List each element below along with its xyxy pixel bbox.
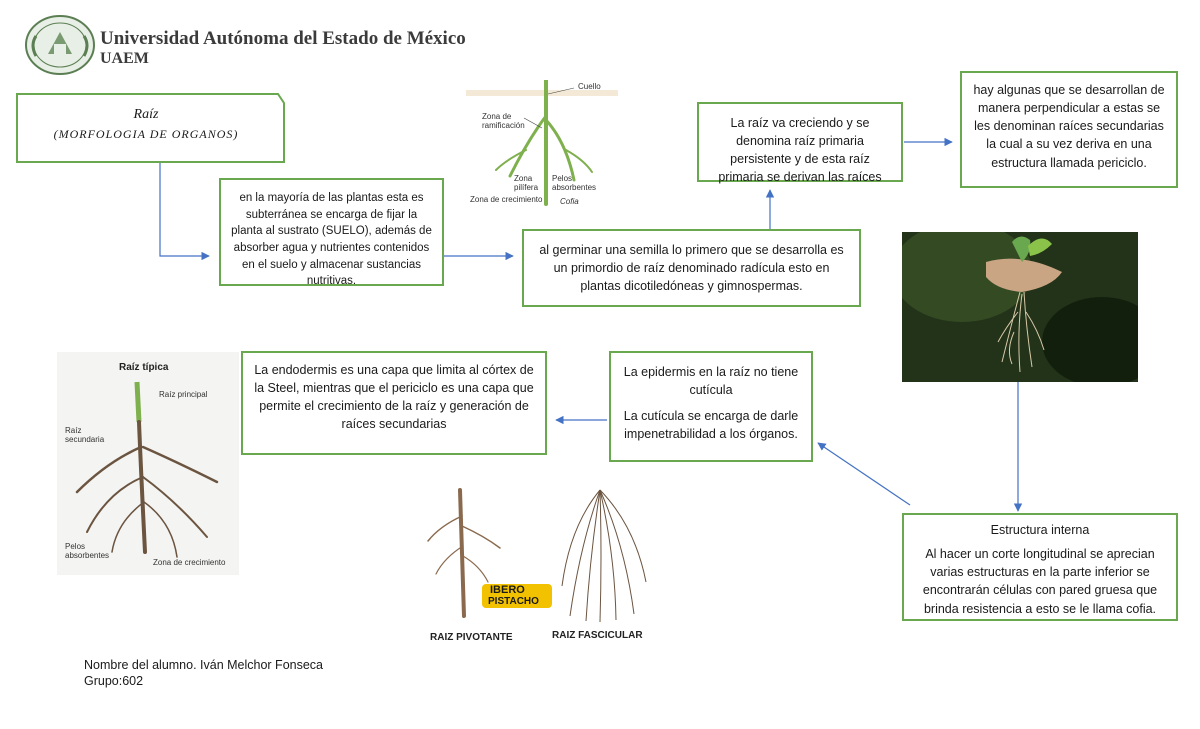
internal-structure-title: Estructura interna bbox=[990, 523, 1090, 537]
secondary-roots-text: hay algunas que se desarrollan de manera perpendicular a estas se les denominan raíces secundarias la cual a su vez deriva en una estructura llamada periciclo. bbox=[973, 83, 1165, 170]
root-zones-diagram bbox=[466, 80, 618, 208]
root-types-diagram bbox=[420, 486, 660, 646]
typical-root-diagram bbox=[57, 352, 239, 575]
primary-root-box bbox=[697, 102, 903, 185]
title-box bbox=[16, 93, 286, 163]
label-raiz-fascicular: RAIZ FASCICULAR bbox=[552, 630, 643, 641]
label-zona-ramificacion: Zona de ramificación bbox=[482, 112, 525, 130]
watermark-pistacho: PISTACHO bbox=[488, 596, 539, 607]
arrow-internal-to-epidermis bbox=[818, 443, 910, 505]
definition-text: en la mayoría de las plantas esta es subterránea se encarga de fijar la planta al sustrato (SUELO), además de absorber agua y nutrientes contenidos en el suelo y almacenar sustancias nutritivas. bbox=[231, 192, 432, 288]
label-pelos: Pelos absorbentes bbox=[552, 174, 597, 192]
student-name: Nombre del alumno. Iván Melchor Fonseca bbox=[84, 658, 324, 672]
arrow-title-to-definition bbox=[160, 162, 209, 256]
secondary-roots-box bbox=[960, 71, 1178, 188]
label-cuello: Cuello bbox=[578, 82, 601, 91]
label-raiz-principal: Raíz principal bbox=[159, 390, 208, 399]
label-zona-pilifera: Zona pilífera bbox=[514, 174, 539, 192]
university-acronym: UAEM bbox=[100, 50, 149, 67]
internal-structure-box bbox=[902, 513, 1178, 621]
label-raiz-secundaria: Raíz secundaria bbox=[65, 426, 105, 444]
germination-text: al germinar una semilla lo primero que se desarrolla es un primordio de raíz denominado radícula esto en plantas dicotiledóneas y gimnospermas. bbox=[539, 243, 844, 294]
university-name: Universidad Autónoma del Estado de México bbox=[100, 28, 466, 49]
epidermis-box bbox=[609, 351, 813, 462]
label-cofia: Cofia bbox=[560, 197, 579, 206]
plant-roots-photo bbox=[902, 232, 1138, 382]
student-group: Grupo:602 bbox=[84, 674, 144, 688]
endodermis-text: La endodermis es una capa que limita al córtex de la Steel, mientras que el periciclo es una capa que permite el crecimiento de la raíz y generación de raíces secundarias bbox=[254, 363, 534, 432]
label-raiz-pivotante: RAIZ PIVOTANTE bbox=[430, 632, 513, 643]
epidermis-text-2: La cutícula se encarga de darle impenetrabilidad a los órganos. bbox=[623, 409, 799, 442]
internal-structure-text: Al hacer un corte longitudinal se aprecian varias estructuras en la parte inferior se encontrarán células con pared gruesa que brinda resistencia a esto se le llama cofia. bbox=[922, 547, 1158, 616]
label-raiz-tipica: Raíz típica bbox=[119, 362, 169, 373]
primary-root-text: La raíz va creciendo y se denomina raíz primaria persistente y de esta raíz primaria se derivan las raíces bbox=[718, 116, 882, 185]
label-zona-crecimiento-left: Zona de crecimiento bbox=[153, 558, 226, 567]
definition-box bbox=[219, 178, 444, 286]
label-zona-crecimiento: Zona de crecimiento bbox=[470, 195, 543, 204]
epidermis-text-1: La epidermis en la raíz no tiene cutícula bbox=[623, 365, 799, 398]
title-text: Raíz bbox=[133, 107, 159, 122]
germination-box bbox=[522, 229, 861, 307]
watermark-ibero: IBERO bbox=[490, 584, 525, 596]
label-pelos-absorbentes: Pelos absorbentes bbox=[65, 542, 110, 560]
subtitle-text: (MORFOLOGIA DE ORGANOS) bbox=[53, 127, 239, 141]
endodermis-box bbox=[241, 351, 547, 455]
